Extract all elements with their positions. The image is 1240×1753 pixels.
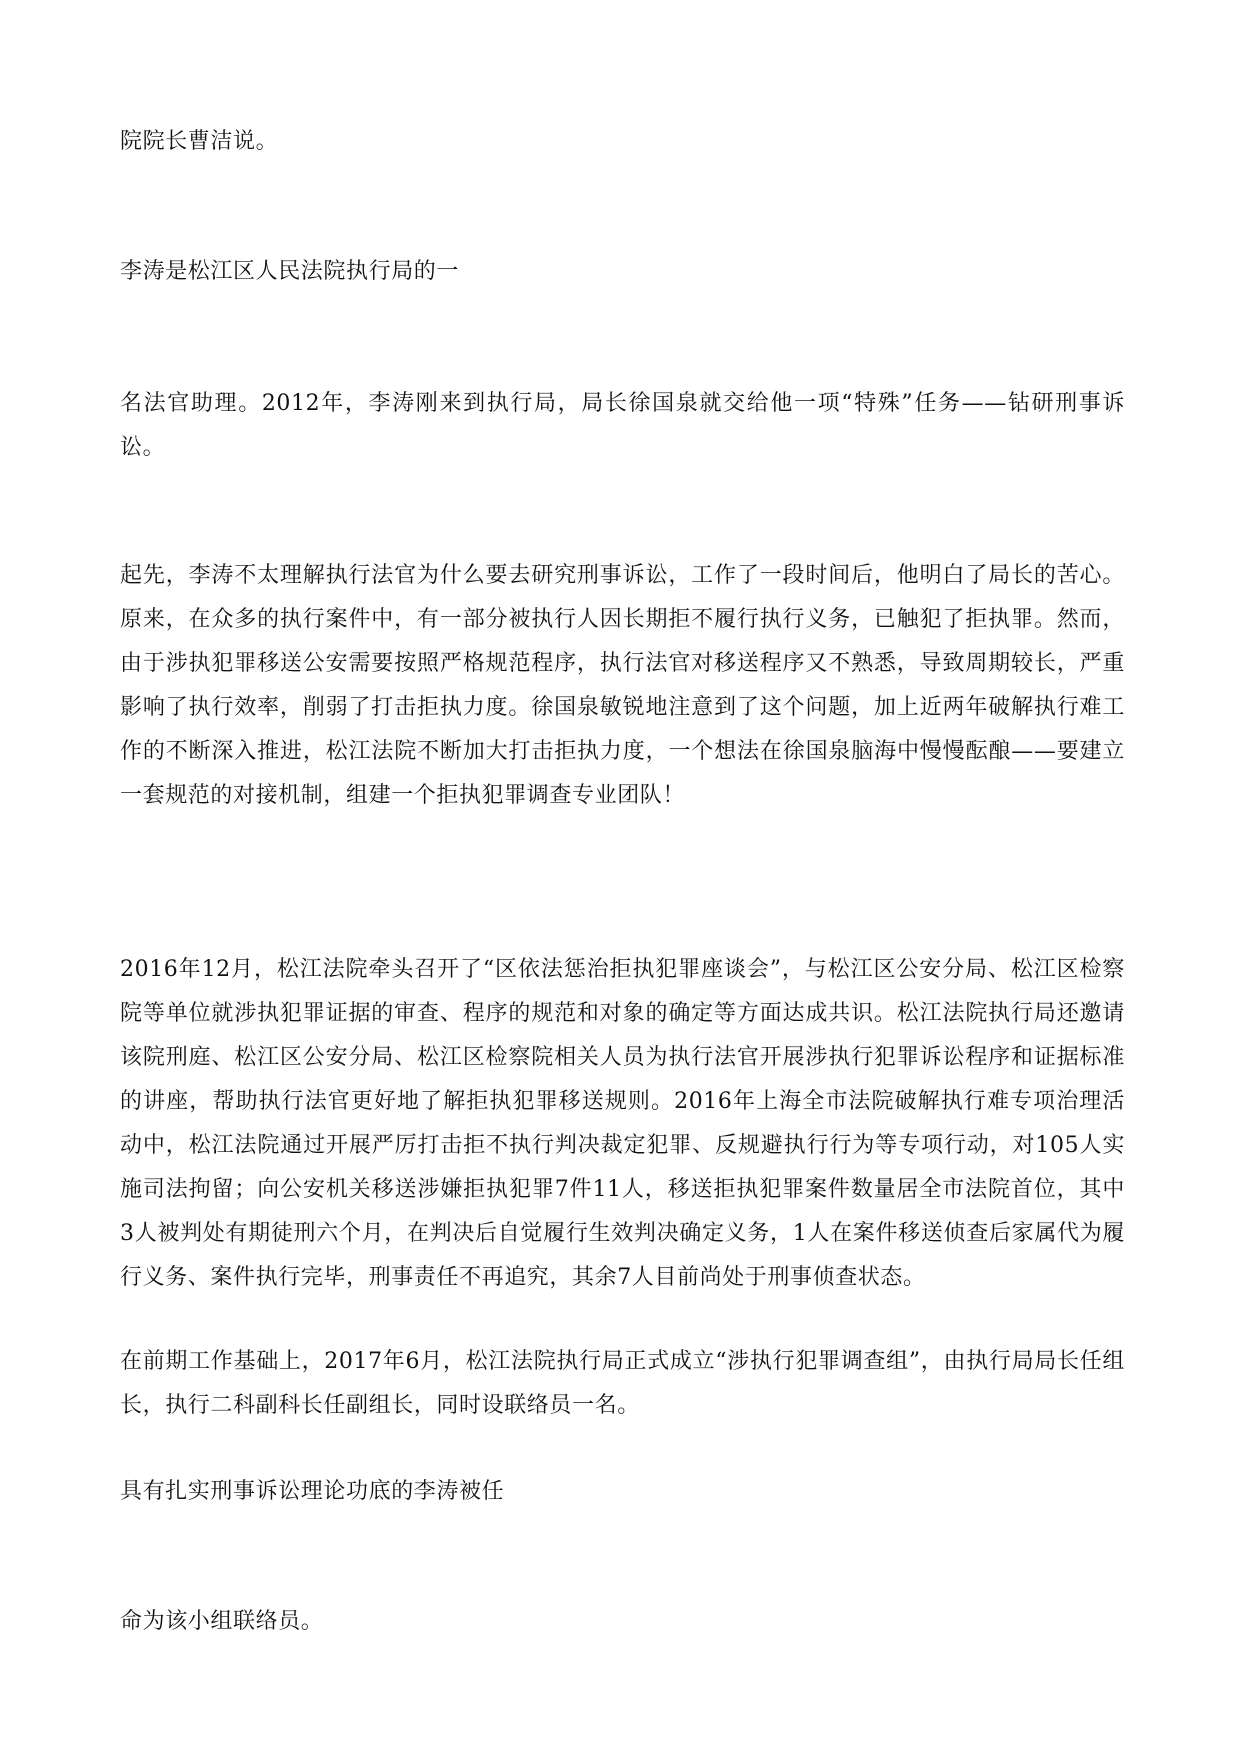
paragraph-6: 在前期工作基础上，2017年6月，松江法院执行局正式成立“涉执行犯罪调查组”，由执行局局长任组长，执行二科副科长任副组长，同时设联络员一名。 (120, 1349, 1125, 1418)
paragraph-1: 院院长曹洁说。 (120, 129, 279, 154)
paragraph-7: 具有扎实刑事诉讼理论功底的李涛被任 (120, 1479, 505, 1504)
paragraph-2: 李涛是松江区人民法院执行局的一 (120, 259, 460, 284)
paragraph-4: 起先，李涛不太理解执行法官为什么要去研究刑事诉讼，工作了一段时间后，他明白了局长的苦心。原来，在众多的执行案件中，有一部分被执行人因长期拒不履行执行义务，已触犯了拒执罪。然而，由于涉执犯罪移送公安需要按照严格规范程序，执行法官对移送程序又不熟悉，导致周期较长，严重影响了执行效率，削弱了打击拒执力度。徐国泉敏锐地注意到了这个问题，加上近两年破解执行难工作的不断深入推进，松江法院不断加大打击拒执力度，一个想法在徐国泉脑海中慢慢酝酿——要建立一套规范的对接机制，组建一个拒执犯罪调查专业团队！ (120, 563, 1125, 808)
paragraph-8: 命为该小组联络员。 (120, 1609, 324, 1634)
paragraph-5: 2016年12月，松江法院牵头召开了“区依法惩治拒执犯罪座谈会”，与松江区公安分局、松江区检察院等单位就涉执犯罪证据的审查、程序的规范和对象的确定等方面达成共识。松江法院执行局还邀请该院刑庭、松江区公安分局、松江区检察院相关人员为执行法官开展涉执行犯罪诉讼程序和证据标准的讲座，帮助执行法官更好地了解拒执犯罪移送规则。2016年上海全市法院破解执行难专项治理活动中，松江法院通过开展严厉打击拒不执行判决裁定犯罪、反规避执行行为等专项行动，对105人实施司法拘留；向公安机关移送涉嫌拒执犯罪7件11人，移送拒执犯罪案件数量居全市法院首位，其中3人被判处有期徒刑六个月，在判决后自觉履行生效判决确定义务，1人在案件移送侦查后家属代为履行义务、案件执行完毕，刑事责任不再追究，其余7人目前尚处于刑事侦查状态。 (120, 957, 1125, 1290)
paragraph-3: 名法官助理。2012年，李涛刚来到执行局，局长徐国泉就交给他一项“特殊”任务——钻研刑事诉讼。 (120, 391, 1125, 460)
